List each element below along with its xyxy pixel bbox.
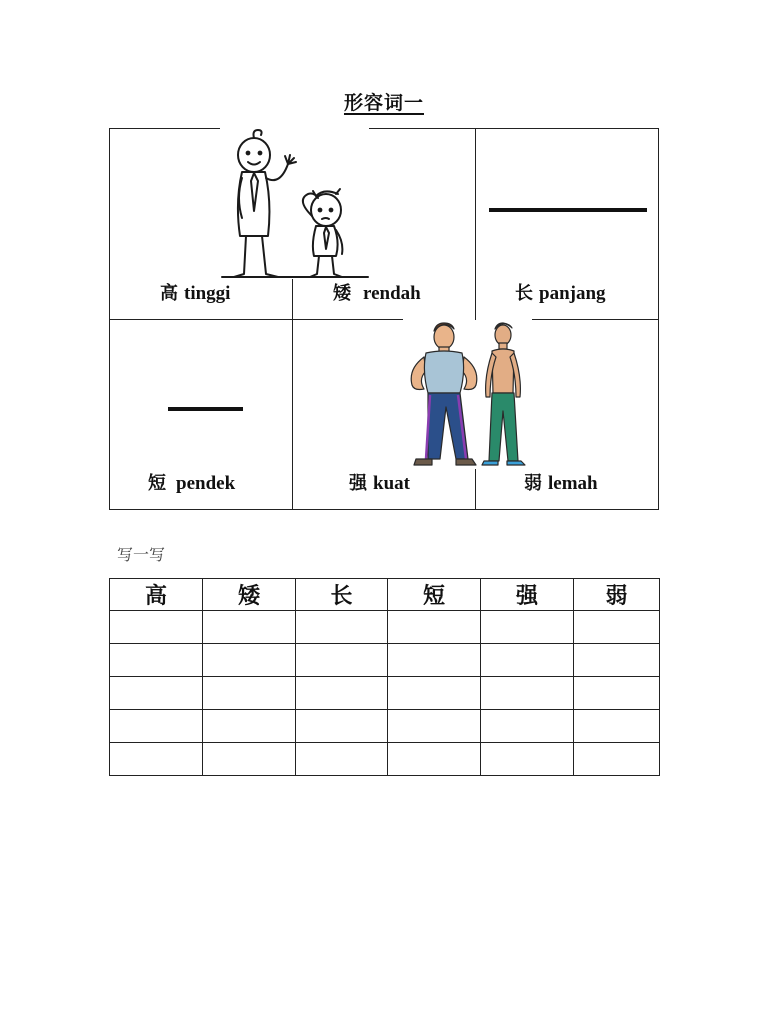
practice-blank-cell[interactable]: [388, 644, 481, 677]
label-short-height: 矮 rendah: [333, 283, 421, 304]
practice-header-cell: 强: [481, 579, 574, 611]
long-line-illustration: [489, 208, 647, 212]
practice-blank-cell[interactable]: [481, 611, 574, 644]
practice-blank-cell[interactable]: [296, 743, 388, 776]
practice-blank-cell[interactable]: [574, 644, 660, 677]
practice-blank-cell[interactable]: [296, 677, 388, 710]
practice-blank-cell[interactable]: [296, 644, 388, 677]
practice-blank-cell[interactable]: [110, 677, 203, 710]
practice-blank-cell[interactable]: [388, 743, 481, 776]
practice-row: [110, 644, 660, 677]
label-tall: 高 tinggi: [160, 283, 231, 304]
label-weak: 弱 lemah: [524, 473, 598, 494]
tall-and-short-figures-illustration: [218, 126, 378, 282]
label-strong: 强 kuat: [349, 473, 410, 494]
practice-blank-cell[interactable]: [574, 611, 660, 644]
practice-blank-cell[interactable]: [574, 677, 660, 710]
practice-blank-cell[interactable]: [481, 743, 574, 776]
practice-row: [110, 677, 660, 710]
strong-and-weak-men-illustration: [402, 321, 532, 471]
practice-blank-cell[interactable]: [481, 677, 574, 710]
practice-blank-cell[interactable]: [110, 644, 203, 677]
practice-blank-cell[interactable]: [574, 710, 660, 743]
practice-blank-cell[interactable]: [481, 710, 574, 743]
practice-header-row: [110, 579, 660, 611]
practice-header-cell: 弱: [574, 579, 660, 611]
practice-blank-cell[interactable]: [203, 644, 296, 677]
label-long: 长 panjang: [515, 283, 606, 304]
practice-blank-cell[interactable]: [110, 743, 203, 776]
practice-blank-cell[interactable]: [110, 611, 203, 644]
short-line-illustration: [168, 407, 243, 411]
practice-label: 写一写: [117, 545, 166, 564]
practice-blank-cell[interactable]: [203, 710, 296, 743]
writing-practice-table: [109, 578, 660, 776]
practice-blank-cell[interactable]: [296, 710, 388, 743]
practice-header-cell: 长: [296, 579, 388, 611]
worksheet-title: 形容词一: [343, 92, 424, 114]
practice-blank-cell[interactable]: [110, 710, 203, 743]
practice-blank-cell[interactable]: [296, 611, 388, 644]
practice-row: [110, 611, 660, 644]
practice-blank-cell[interactable]: [481, 644, 574, 677]
practice-header-cell: 短: [388, 579, 481, 611]
practice-blank-cell[interactable]: [388, 710, 481, 743]
label-short-length: 短 pendek: [148, 473, 236, 494]
practice-header-cell: 矮: [203, 579, 296, 611]
practice-blank-cell[interactable]: [203, 677, 296, 710]
practice-header-cell: 高: [110, 579, 203, 611]
practice-blank-cell[interactable]: [388, 677, 481, 710]
practice-row: [110, 743, 660, 776]
practice-row: [110, 710, 660, 743]
practice-blank-cell[interactable]: [388, 611, 481, 644]
practice-blank-cell[interactable]: [574, 743, 660, 776]
practice-blank-cell[interactable]: [203, 743, 296, 776]
practice-blank-cell[interactable]: [203, 611, 296, 644]
